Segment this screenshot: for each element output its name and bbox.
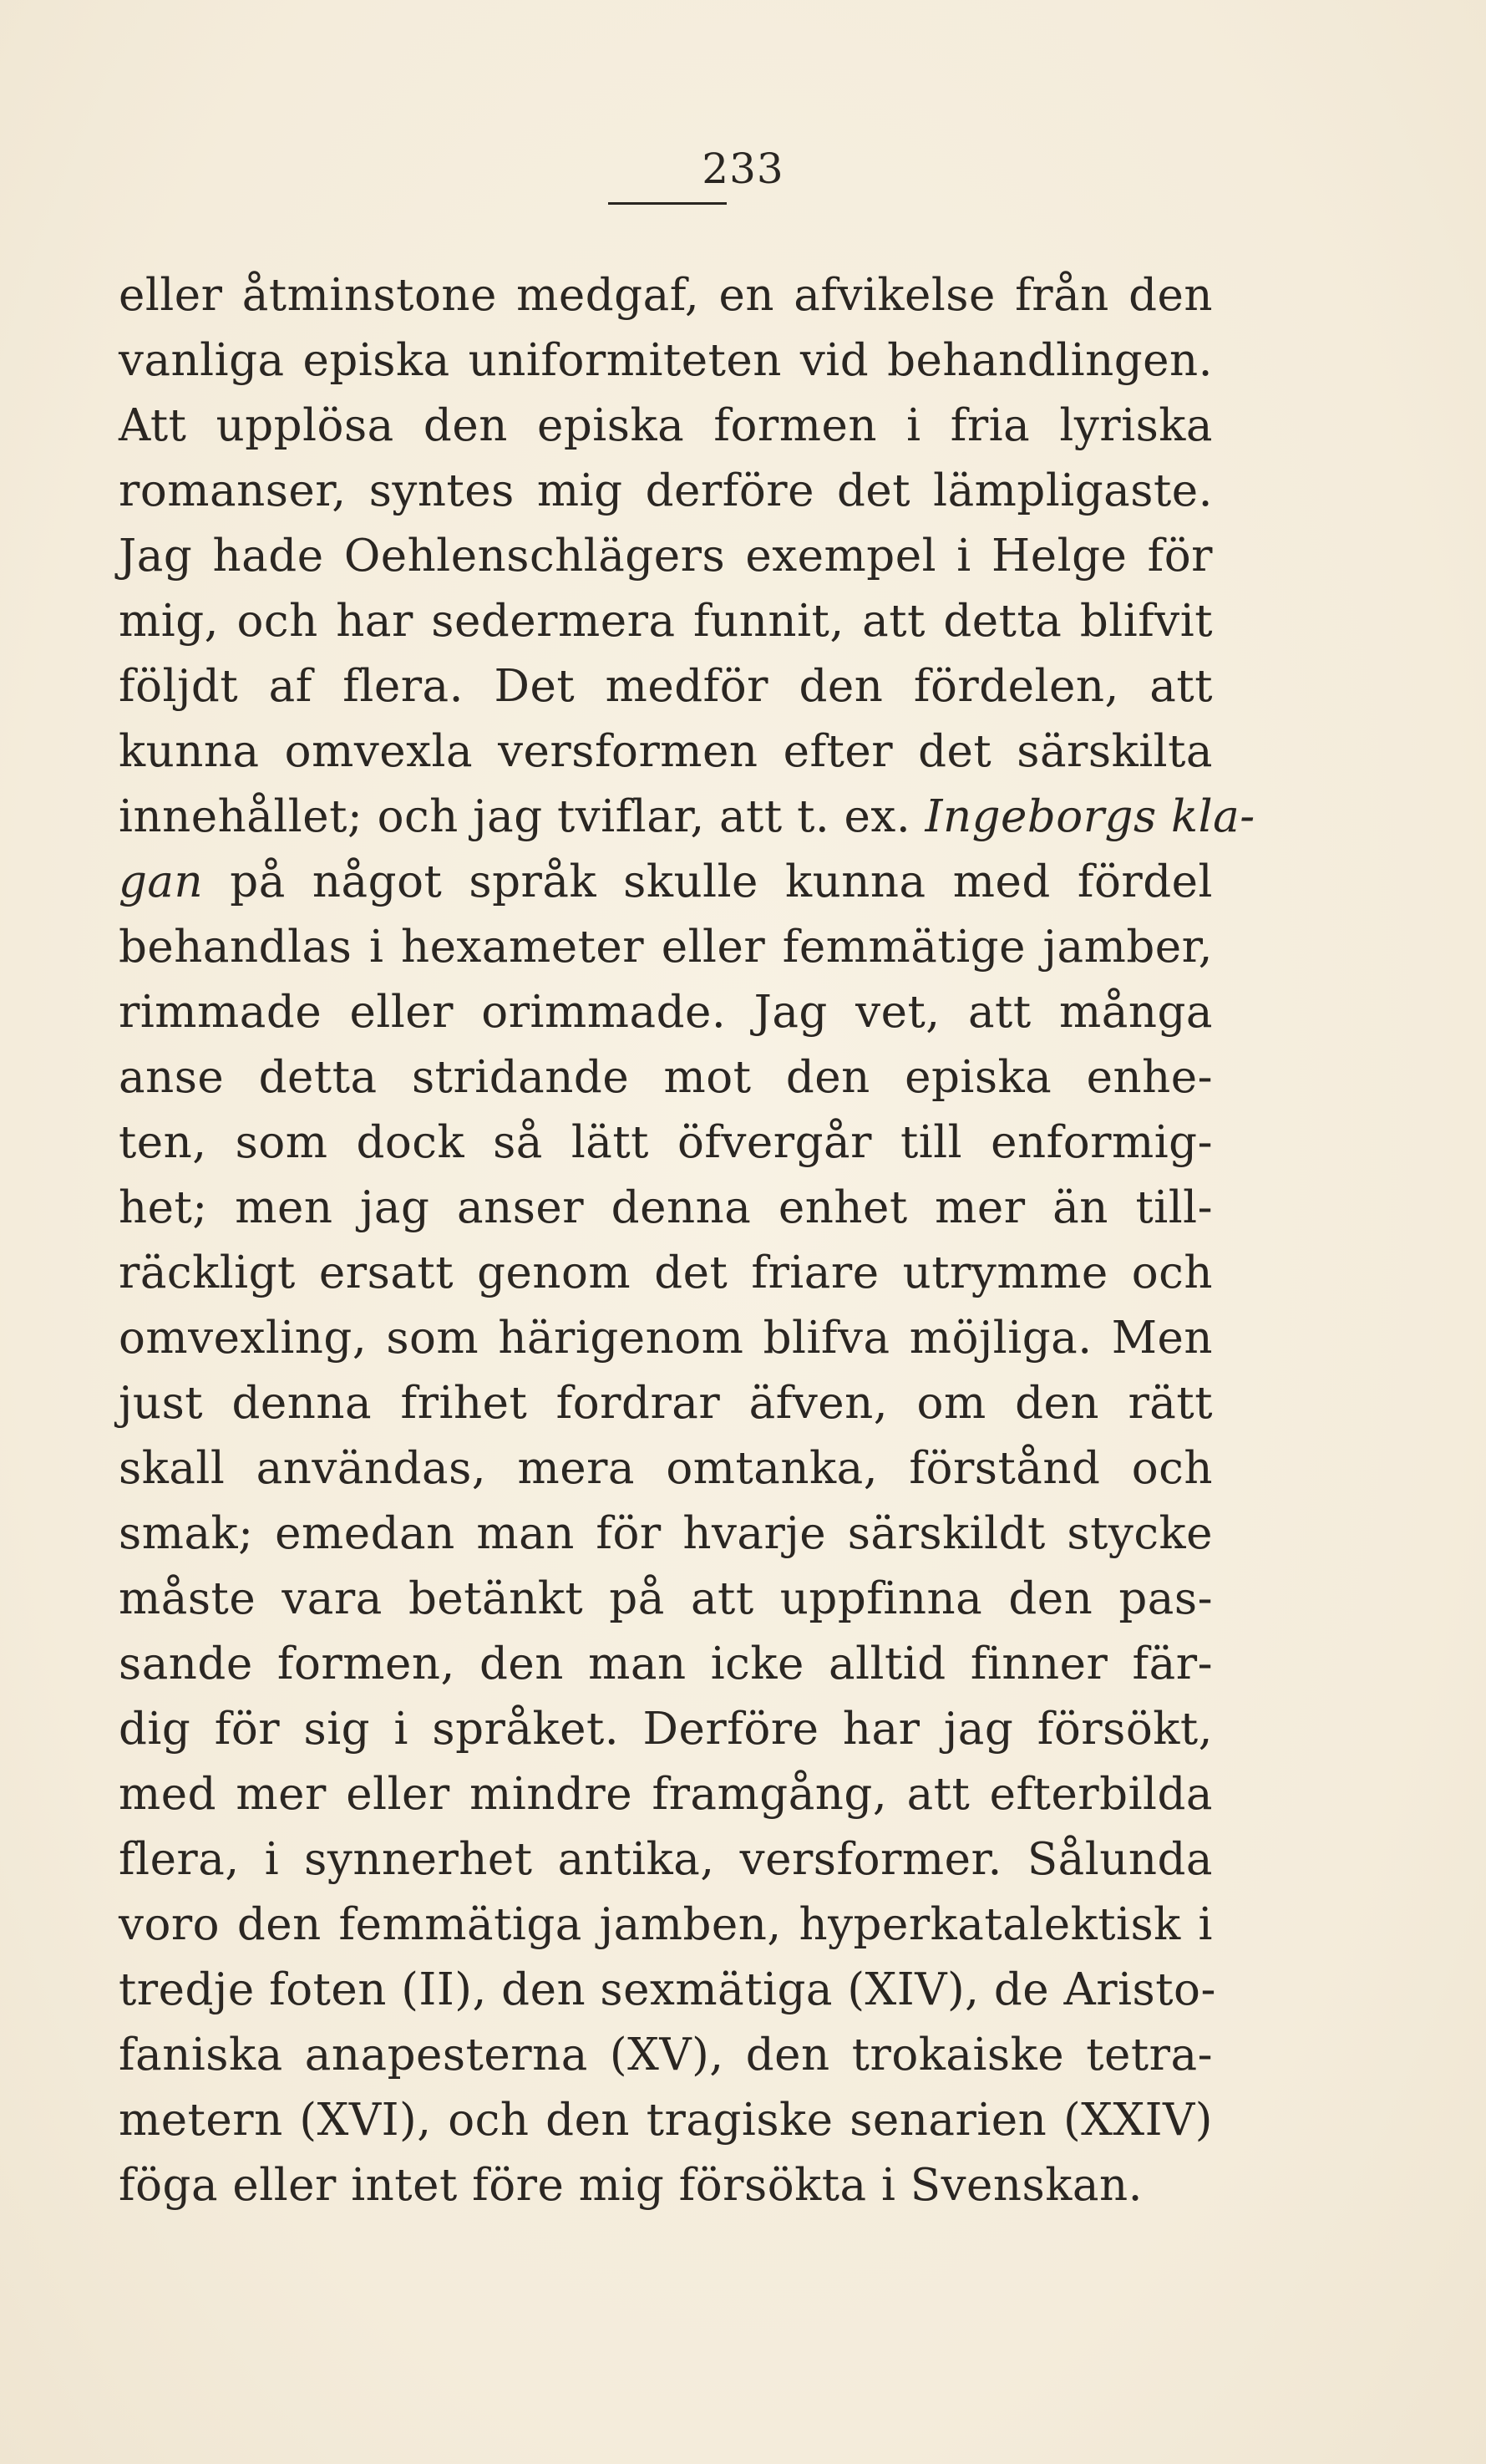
- page-number: 233: [702, 145, 784, 193]
- text-segment: tredje foten (II), den sexmätiga (XIV), de Aristo-: [119, 1964, 1216, 2015]
- text-segment: måste vara betänkt på att uppfinna den pas-: [119, 1573, 1213, 1624]
- text-segment: skall användas, mera omtanka, förstånd och: [119, 1443, 1213, 1494]
- text-segment: voro den femmätiga jamben, hyperkatalektisk i: [119, 1899, 1213, 1950]
- text-segment: anse detta stridande mot den episka enhe-: [119, 1052, 1213, 1103]
- text-segment: innehållet; och jag tviflar, att t. ex.: [119, 791, 926, 842]
- body-text: [119, 263, 1255, 2218]
- text-segment: flera, i synnerhet antika, versformer. Sålunda: [119, 1834, 1213, 1885]
- text-segment: romanser, syntes mig derföre det lämpligaste.: [119, 465, 1213, 516]
- italic-text: Ingeborgs kla-: [925, 791, 1255, 842]
- text-segment: smak; emedan man för hvarje särskildt stycke: [119, 1508, 1213, 1559]
- text-line: [119, 1501, 1213, 1567]
- text-line: [119, 524, 1213, 589]
- text-line: [119, 785, 1255, 850]
- text-segment: rimmade eller orimmade. Jag vet, att många: [119, 987, 1213, 1038]
- text-line: [119, 1110, 1213, 1176]
- text-segment: dig för sig i språket. Derföre har jag försökt,: [119, 1704, 1213, 1755]
- text-segment: räckligt ersatt genom det friare utrymme och: [119, 1247, 1213, 1298]
- text-line: [119, 980, 1213, 1045]
- text-segment: på något språk skulle kunna med fördel: [203, 856, 1213, 907]
- text-line: [119, 1958, 1216, 2023]
- text-line: [119, 1371, 1213, 1436]
- text-line: [119, 459, 1213, 524]
- text-line: [119, 1176, 1213, 1241]
- text-line: [119, 654, 1213, 719]
- text-segment: följdt af flera. Det medför den fördelen, att: [119, 661, 1213, 712]
- text-line: [119, 589, 1213, 654]
- text-segment: ten, som dock så lätt öfvergår till enformig-: [119, 1117, 1213, 1168]
- text-line: [119, 1632, 1213, 1697]
- text-line: [119, 1827, 1213, 1892]
- text-segment: Att upplösa den episka formen i fria lyriska: [119, 400, 1213, 451]
- text-line: [119, 1241, 1213, 1306]
- text-segment: metern (XVI), och den tragiske senarien (XXIV): [119, 2095, 1213, 2146]
- text-line: [119, 263, 1213, 328]
- text-line: [119, 850, 1213, 915]
- text-segment: faniska anapesterna (XV), den trokaiske tetra-: [119, 2030, 1213, 2080]
- italic-text: gan: [119, 856, 204, 907]
- text-segment: föga eller intet före mig försökta i Svenskan.: [119, 2160, 1143, 2211]
- page-number-rule: [608, 202, 727, 205]
- text-segment: vanliga episka uniformiteten vid behandlingen.: [119, 335, 1213, 386]
- text-segment: behandlas i hexameter eller femmätige jamber,: [119, 922, 1213, 973]
- text-segment: sande formen, den man icke alltid finner fär-: [119, 1638, 1213, 1689]
- text-line: [119, 1697, 1213, 1762]
- text-line: [119, 328, 1213, 394]
- text-line: [119, 2153, 1213, 2218]
- text-line: [119, 719, 1213, 785]
- text-line: [119, 394, 1213, 459]
- text-segment: het; men jag anser denna enhet mer än till-: [119, 1182, 1213, 1233]
- text-line: [119, 1892, 1213, 1958]
- text-segment: eller åtminstone medgaf, en afvikelse från den: [119, 270, 1213, 321]
- text-segment: kunna omvexla versformen efter det särskilta: [119, 726, 1213, 777]
- text-line: [119, 1306, 1213, 1371]
- text-line: [119, 2088, 1213, 2153]
- text-segment: Jag hade Oehlenschlägers exempel i Helge för: [119, 531, 1213, 582]
- text-segment: omvexling, som härigenom blifva möjliga. Men: [119, 1313, 1213, 1364]
- text-segment: med mer eller mindre framgång, att efterbilda: [119, 1769, 1213, 1820]
- text-line: [119, 915, 1213, 980]
- text-line: [119, 1762, 1213, 1827]
- text-segment: just denna frihet fordrar äfven, om den rätt: [119, 1378, 1213, 1429]
- text-line: [119, 1436, 1213, 1501]
- text-line: [119, 2023, 1213, 2088]
- text-line: [119, 1045, 1213, 1110]
- text-line: [119, 1567, 1213, 1632]
- text-segment: mig, och har sedermera funnit, att detta blifvit: [119, 596, 1213, 647]
